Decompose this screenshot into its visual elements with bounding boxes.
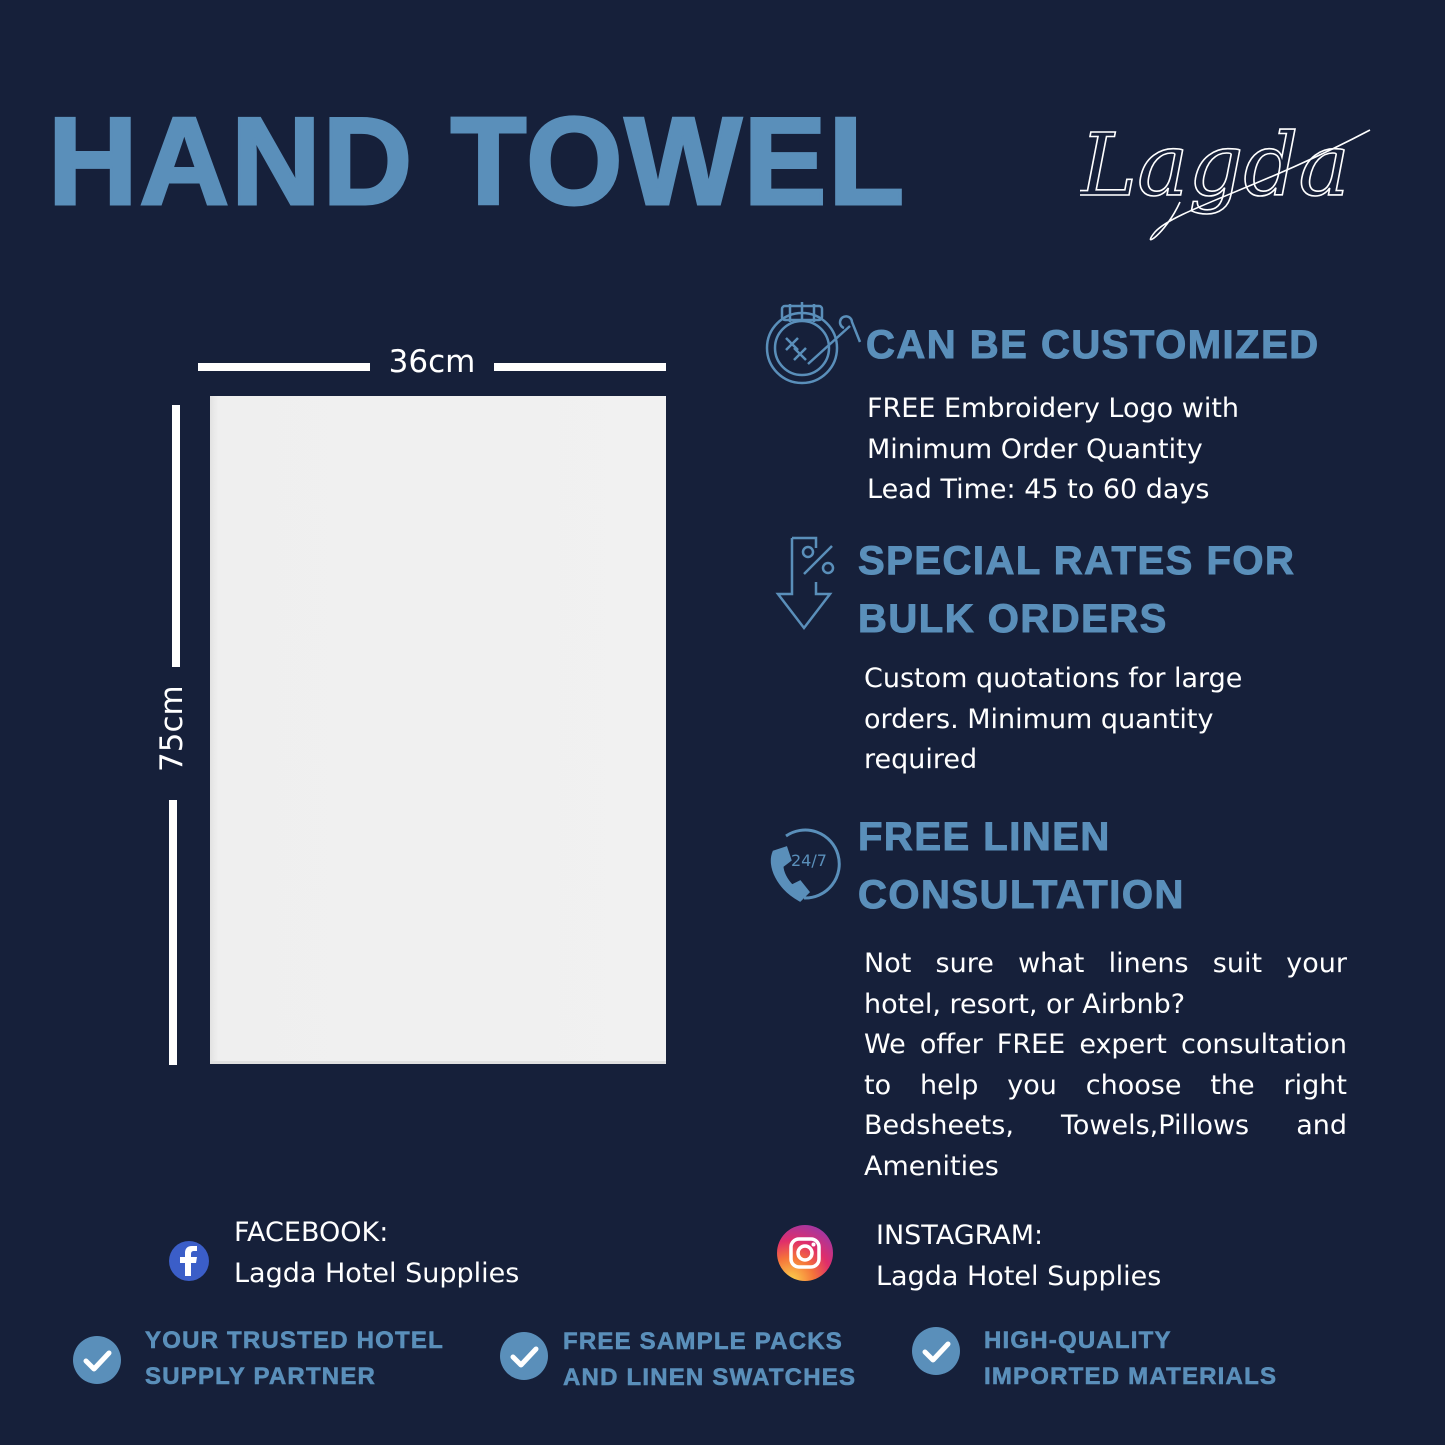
check-circle-icon bbox=[500, 1332, 548, 1380]
brand-logo bbox=[1080, 110, 1380, 250]
embroidery-hoop-icon bbox=[764, 300, 864, 392]
feature-consultation-heading bbox=[858, 808, 1185, 924]
feature-body-line: Amenities bbox=[864, 1150, 999, 1182]
badge-line: IMPORTED MATERIALS bbox=[984, 1363, 1278, 1390]
check-circle-icon bbox=[912, 1327, 960, 1375]
facebook-name: Lagda Hotel Supplies bbox=[234, 1257, 520, 1289]
phone-24-7-icon bbox=[764, 822, 846, 908]
feature-bulk-heading bbox=[858, 532, 1295, 648]
feature-body-line: We offer FREE expert consultation bbox=[864, 1029, 1347, 1060]
feature-body-line: required bbox=[864, 744, 978, 775]
feature-body-line: to help you choose the right bbox=[864, 1069, 1347, 1101]
badge-free-samples bbox=[563, 1324, 856, 1396]
facebook-link[interactable] bbox=[234, 1213, 519, 1294]
facebook-label: FACEBOOK: bbox=[234, 1217, 389, 1248]
towel-height-label: 75cm bbox=[154, 685, 190, 772]
feature-heading-line: BULK ORDERS bbox=[858, 597, 1168, 641]
feature-heading-line: FREE LINEN bbox=[858, 815, 1111, 859]
page-title: HAND TOWEL bbox=[48, 93, 907, 231]
badge-line: SUPPLY PARTNER bbox=[145, 1363, 377, 1390]
feature-bulk-body bbox=[864, 659, 1242, 781]
instagram-icon[interactable] bbox=[776, 1224, 834, 1282]
feature-body-line: Lead Time: 45 to 60 days bbox=[867, 474, 1210, 505]
instagram-link[interactable] bbox=[876, 1216, 1161, 1297]
instagram-name: Lagda Hotel Supplies bbox=[876, 1260, 1162, 1292]
brand-name: Lagda bbox=[1080, 116, 1350, 216]
badge-high-quality bbox=[984, 1323, 1277, 1395]
feature-body-line: Custom quotations for large bbox=[864, 663, 1243, 694]
instagram-label: INSTAGRAM: bbox=[876, 1220, 1044, 1251]
width-line-right bbox=[494, 363, 666, 371]
feature-body-line: FREE Embroidery Logo with bbox=[867, 393, 1240, 424]
height-line-top bbox=[172, 405, 180, 667]
hand-towel-image bbox=[210, 396, 666, 1064]
feature-body-line: orders. Minimum quantity bbox=[864, 703, 1214, 735]
badge-line: FREE SAMPLE PACKS bbox=[563, 1328, 843, 1355]
feature-heading-line: SPECIAL RATES FOR bbox=[858, 539, 1296, 583]
feature-body-line: Minimum Order Quantity bbox=[867, 433, 1203, 465]
badge-line: HIGH-QUALITY bbox=[984, 1327, 1172, 1354]
towel-width-label: 36cm bbox=[388, 344, 476, 380]
feature-customized-body bbox=[867, 389, 1239, 511]
feature-body-line: Bedsheets, Towels,Pillows and bbox=[864, 1110, 1347, 1141]
badge-line: YOUR TRUSTED HOTEL bbox=[145, 1327, 444, 1354]
badge-trusted-partner bbox=[145, 1323, 444, 1395]
height-line-bottom bbox=[169, 800, 177, 1065]
badge-line: AND LINEN SWATCHES bbox=[563, 1364, 857, 1391]
feature-body-line: Not sure what linens suit your bbox=[864, 948, 1347, 979]
check-circle-icon bbox=[73, 1336, 121, 1384]
feature-body-line: hotel, resort, or Airbnb? bbox=[864, 988, 1186, 1020]
feature-heading-line: CONSULTATION bbox=[858, 873, 1185, 917]
feature-consultation-body bbox=[864, 944, 1347, 1187]
facebook-icon[interactable] bbox=[168, 1240, 210, 1282]
discount-arrow-down-icon bbox=[774, 534, 840, 634]
width-line-left bbox=[198, 363, 370, 371]
feature-customized-heading: CAN BE CUSTOMIZED bbox=[866, 323, 1320, 367]
svg-text:24/7: 24/7 bbox=[791, 851, 827, 870]
